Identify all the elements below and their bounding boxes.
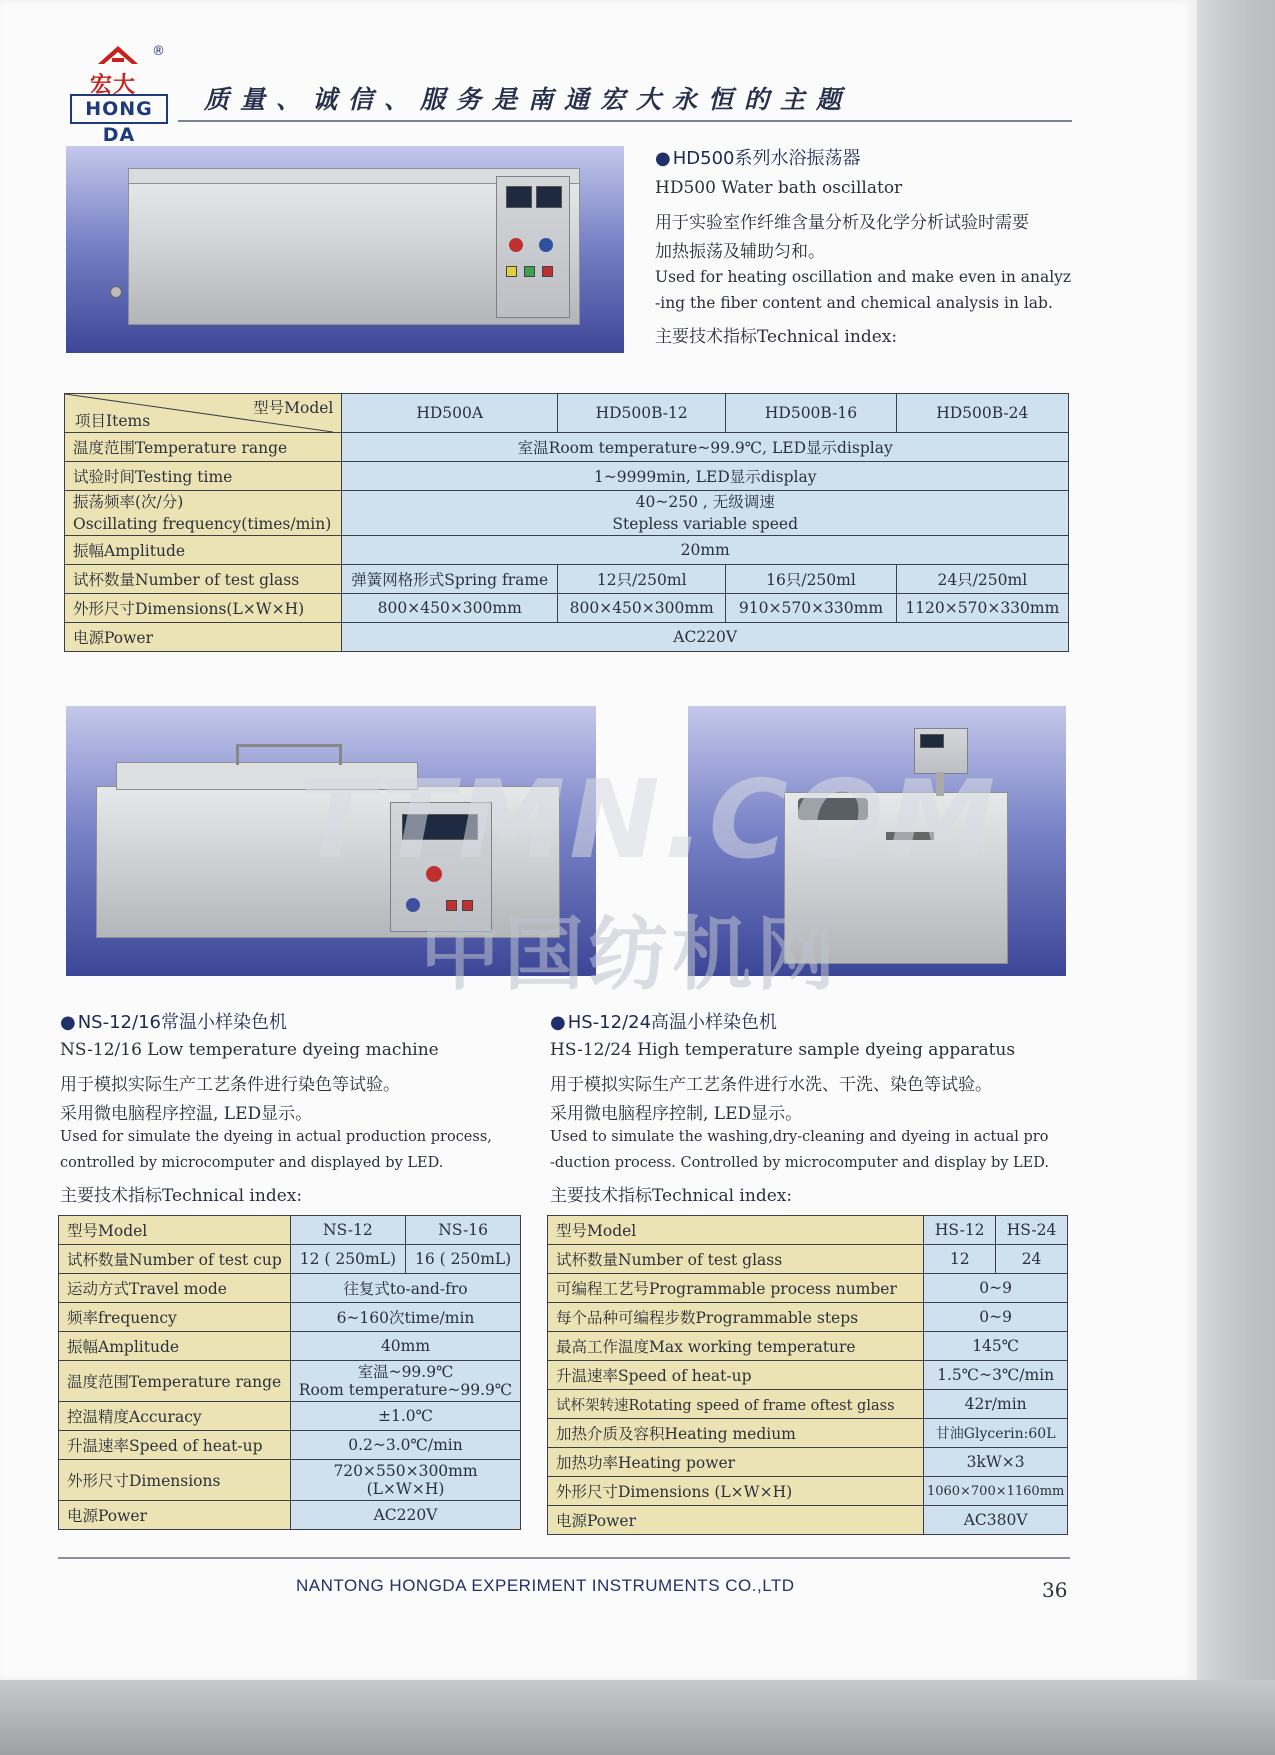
model-cell: HD500B-24 — [896, 394, 1068, 433]
model-cell: HD500B-16 — [726, 394, 896, 433]
table-row — [59, 1332, 521, 1361]
row-value: 12 — [924, 1245, 996, 1274]
row-label: 控温精度Accuracy — [59, 1402, 291, 1431]
hd500-desc-cn-2: 加热振荡及辅助匀和。 — [655, 242, 825, 262]
row-label: 型号Model — [548, 1216, 924, 1245]
model-cell: HD500A — [342, 394, 558, 433]
table-row — [548, 1477, 1068, 1506]
table-row — [548, 1332, 1068, 1361]
freq-label-line-1: 振荡频率(次/分) — [73, 493, 184, 511]
row-label: 温度范围Temperature range — [59, 1361, 291, 1402]
row-value: 1.5℃~3℃/min — [924, 1361, 1068, 1390]
row-value: AC220V — [342, 623, 1069, 652]
page-number: 36 — [1042, 1578, 1068, 1602]
row-label: 振幅Amplitude — [59, 1332, 291, 1361]
table-row — [548, 1361, 1068, 1390]
table-row — [59, 1216, 521, 1245]
hd500-spec-table — [64, 393, 1069, 652]
row-value: HS-24 — [996, 1216, 1068, 1245]
table-row — [548, 1303, 1068, 1332]
table-row — [548, 1419, 1068, 1448]
row-label: 电源Power — [548, 1506, 924, 1535]
row-value: ±1.0℃ — [290, 1402, 520, 1431]
scan-edge-right — [1197, 0, 1275, 1680]
row-label: 外形尺寸Dimensions(L×W×H) — [65, 594, 342, 623]
ns-spec-table — [58, 1215, 521, 1530]
logo-chinese: 宏大 — [90, 73, 137, 98]
table-row — [59, 1303, 521, 1332]
row-value: 16 ( 250mL) — [406, 1245, 521, 1274]
row-label: 可编程工艺号Programmable process number — [548, 1274, 924, 1303]
header-divider — [178, 120, 1072, 122]
table-row — [548, 1245, 1068, 1274]
row-value: 910×570×330mm — [726, 594, 896, 623]
row-value: AC220V — [290, 1501, 520, 1530]
table-row — [59, 1361, 521, 1402]
hd500-desc-en-2: -ing the fiber content and chemical analysis in lab. — [655, 294, 1053, 312]
row-value: HS-12 — [924, 1216, 996, 1245]
row-label: 试杯数量Number of test glass — [65, 565, 342, 594]
row-value: 3kW×3 — [924, 1448, 1068, 1477]
value-line-1: 720×550×300mm — [333, 1462, 478, 1480]
row-label: 试杯数量Number of test glass — [548, 1245, 924, 1274]
table-row — [59, 1274, 521, 1303]
ns-index-label: 主要技术指标Technical index: — [60, 1186, 303, 1206]
row-value — [290, 1361, 520, 1402]
row-label: 电源Power — [59, 1501, 291, 1530]
row-value: 12 ( 250mL) — [290, 1245, 405, 1274]
row-label: 加热功率Heating power — [548, 1448, 924, 1477]
hs-subtitle: HS-12/24 High temperature sample dyeing apparatus — [550, 1040, 1016, 1060]
ns-title: ● NS-12/16常温小样染色机 — [60, 1008, 287, 1034]
freq-value-line-1: 40~250 , 无级调速 — [635, 493, 775, 511]
table-row — [65, 536, 1069, 565]
table-row — [59, 1245, 521, 1274]
slogan: 质量、诚信、服务是南通宏大永恒的主题 — [204, 85, 853, 114]
row-label: 振幅Amplitude — [65, 536, 342, 565]
hs-desc-cn-2: 采用微电脑程序控制, LED显示。 — [550, 1104, 803, 1124]
row-label: 试杯架转速Rotating speed of frame oftest glass — [548, 1390, 924, 1419]
ns-desc-cn-2: 采用微电脑程序控温, LED显示。 — [60, 1104, 313, 1124]
table-row — [65, 394, 1069, 433]
row-value: 0~9 — [924, 1274, 1068, 1303]
row-label: 升温速率Speed of heat-up — [548, 1361, 924, 1390]
row-value — [290, 1460, 520, 1501]
row-label: 加热介质及容积Heating medium — [548, 1419, 924, 1448]
table-row — [65, 433, 1069, 462]
value-line-2: (L×W×H) — [366, 1480, 445, 1498]
table-row — [65, 462, 1069, 491]
row-value: 6~160次time/min — [290, 1303, 520, 1332]
row-value: AC380V — [924, 1506, 1068, 1535]
table-row — [65, 623, 1069, 652]
table-row — [59, 1460, 521, 1501]
hs-title: ● HS-12/24高温小样染色机 — [550, 1008, 777, 1034]
row-value: 1120×570×330mm — [896, 594, 1068, 623]
row-label: 型号Model — [59, 1216, 291, 1245]
table-row — [548, 1390, 1068, 1419]
hd500-title: ● HD500系列水浴振荡器 — [655, 144, 860, 170]
footer-divider — [58, 1557, 1070, 1559]
corner-model-label: 型号Model — [253, 399, 334, 417]
row-value: 1060×700×1160mm — [924, 1477, 1068, 1506]
hd500-desc-en-1: Used for heating oscillation and make even in analyz — [655, 268, 1072, 286]
row-value: NS-12 — [290, 1216, 405, 1245]
row-value: 800×450×300mm — [558, 594, 726, 623]
ns-desc-en-2: controlled by microcomputer and displayed by LED. — [60, 1155, 444, 1171]
scan-edge-bottom — [0, 1680, 1275, 1755]
row-value: 0~9 — [924, 1303, 1068, 1332]
table-row — [548, 1274, 1068, 1303]
hs-desc-en-2: -duction process. Controlled by microcomputer and display by LED. — [550, 1155, 1049, 1171]
row-label: 温度范围Temperature range — [65, 433, 342, 462]
row-value: 42r/min — [924, 1390, 1068, 1419]
row-label: 频率frequency — [59, 1303, 291, 1332]
row-value: 室温Room temperature~99.9℃, LED显示display — [342, 433, 1069, 462]
table-row — [65, 594, 1069, 623]
table-row — [548, 1216, 1068, 1245]
freq-label-line-2: Oscillating frequency(times/min) — [73, 515, 332, 533]
hongda-logo — [70, 44, 170, 146]
row-label: 试杯数量Number of test cup — [59, 1245, 291, 1274]
hd500-subtitle: HD500 Water bath oscillator — [655, 178, 903, 198]
row-value: 40mm — [290, 1332, 520, 1361]
value-line-2: Room temperature~99.9℃ — [298, 1381, 513, 1399]
row-label: 运动方式Travel mode — [59, 1274, 291, 1303]
table-row — [65, 491, 1069, 536]
row-value: 往复式to-and-fro — [290, 1274, 520, 1303]
row-label: 外形尺寸Dimensions (L×W×H) — [548, 1477, 924, 1506]
model-cell: HD500B-12 — [558, 394, 726, 433]
row-label — [65, 491, 342, 536]
ns-subtitle: NS-12/16 Low temperature dyeing machine — [60, 1040, 439, 1060]
table-row — [548, 1506, 1068, 1535]
row-label: 电源Power — [65, 623, 342, 652]
table-row — [65, 565, 1069, 594]
hd500-index-label: 主要技术指标Technical index: — [655, 327, 898, 347]
company-name: NANTONG HONGDA EXPERIMENT INSTRUMENTS CO.,LTD — [296, 1576, 795, 1595]
row-label: 最高工作温度Max working temperature — [548, 1332, 924, 1361]
row-label: 试验时间Testing time — [65, 462, 342, 491]
table-row — [59, 1402, 521, 1431]
hs-desc-en-1: Used to simulate the washing,dry-cleaning and dyeing in actual pro — [550, 1129, 1049, 1145]
registered-mark: ® — [152, 44, 165, 59]
hs-spec-table — [547, 1215, 1068, 1535]
freq-value-line-2: Stepless variable speed — [612, 515, 799, 533]
hd500-desc-cn-1: 用于实验室作纤维含量分析及化学分析试验时需要 — [655, 213, 1029, 233]
row-value: 弹簧网格形式Spring frame — [342, 565, 558, 594]
row-value: 24只/250ml — [896, 565, 1068, 594]
table-row — [59, 1501, 521, 1530]
logo-english: HONG DA — [70, 94, 168, 124]
row-value: 12只/250ml — [558, 565, 726, 594]
row-label: 外形尺寸Dimensions — [59, 1460, 291, 1501]
row-value: NS-16 — [406, 1216, 521, 1245]
ns-desc-cn-1: 用于模拟实际生产工艺条件进行染色等试验。 — [60, 1075, 400, 1095]
hs-index-label: 主要技术指标Technical index: — [550, 1186, 793, 1206]
watermark-site: TTMN.COM — [300, 758, 1000, 883]
row-value: 24 — [996, 1245, 1068, 1274]
corner-items-label: 项目Items — [75, 412, 151, 430]
row-value: 800×450×300mm — [342, 594, 558, 623]
row-value: 20mm — [342, 536, 1069, 565]
row-value — [342, 491, 1069, 536]
row-value: 145℃ — [924, 1332, 1068, 1361]
table-row — [548, 1448, 1068, 1477]
hs-desc-cn-1: 用于模拟实际生产工艺条件进行水洗、干洗、染色等试验。 — [550, 1075, 992, 1095]
row-label: 升温速率Speed of heat-up — [59, 1431, 291, 1460]
table-corner-cell — [65, 394, 342, 433]
row-value: 0.2~3.0℃/min — [290, 1431, 520, 1460]
row-value: 甘油Glycerin:60L — [924, 1419, 1068, 1448]
watermark-cn: 中国纺机网 — [420, 908, 840, 1001]
hd500-photo — [66, 146, 624, 353]
table-row — [59, 1431, 521, 1460]
row-label: 每个品种可编程步数Programmable steps — [548, 1303, 924, 1332]
value-line-1: 室温~99.9℃ — [357, 1363, 454, 1381]
ns-desc-en-1: Used for simulate the dyeing in actual production process, — [60, 1129, 492, 1145]
row-value: 16只/250ml — [726, 565, 896, 594]
row-value: 1~9999min, LED显示display — [342, 462, 1069, 491]
